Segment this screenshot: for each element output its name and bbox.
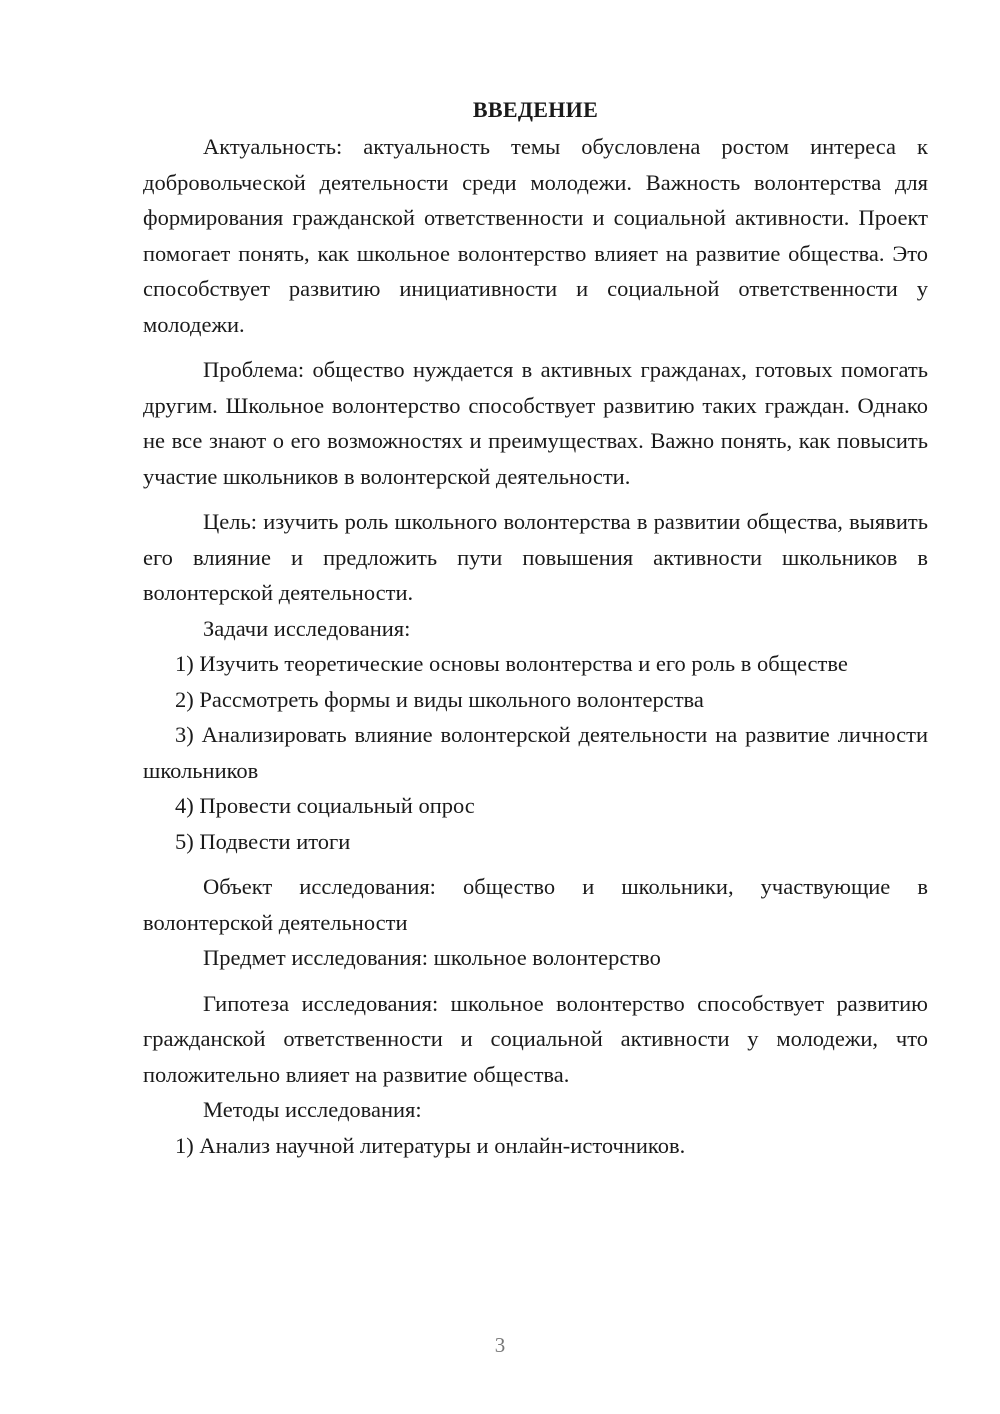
task-item-4: 4) Провести социальный опрос [175, 793, 475, 818]
tasks-heading: Задачи исследования: [203, 615, 411, 641]
object-paragraph: Объект исследования: общество и школьники, участвующие в волонтерской деятельности [143, 874, 928, 935]
hypothesis-paragraph: Гипотеза исследования: школьное волонтерство способствует развитию гражданской ответственности и социальной активности у молодежи, что положительно влияет на развитие общества. [143, 990, 928, 1087]
problem-paragraph: Проблема: общество нуждается в активных гражданах, готовых помогать другим. Школьное волонтерство способствует развитию таких граждан. Однако не все знают о его возможностях и преимуществах. Важно понять, как повысить участие школьников в волонтерской деятельности. [143, 357, 928, 489]
goal-paragraph: Цель: изучить роль школьного волонтерства в развитии общества, выявить его влияние и предложить пути повышения активности школьников в волонтерской деятельности. [143, 509, 928, 605]
page-title: ВВЕДЕНИЕ [472, 97, 599, 122]
method-item-1: 1) Анализ научной литературы и онлайн-источников. [175, 1132, 686, 1158]
task-item-1: 1) Изучить теоретические основы волонтерства и его роль в обществе [175, 651, 848, 676]
methods-heading: Методы исследования: [203, 1097, 422, 1122]
task-item-5: 5) Подвести итоги [175, 828, 351, 854]
subject-paragraph: Предмет исследования: школьное волонтерство [203, 945, 661, 970]
task-item-3: 3) Анализировать влияние волонтерской деятельности на развитие личности школьников [143, 722, 928, 783]
page-number: 3 [494, 1333, 506, 1357]
task-item-2: 2) Рассмотреть формы и виды школьного волонтерства [175, 686, 704, 712]
document-page [143, 95, 928, 1163]
relevance-paragraph: Актуальность: актуальность темы обусловлена ростом интереса к добровольческой деятельности среди молодежи. Важность волонтерства для формирования гражданской ответственности и социальной активности. Проект помогает понять, как школьное волонтерство влияет на развитие общества. Это способствует развитию инициативности и социальной ответственности у молодежи. [143, 134, 928, 337]
